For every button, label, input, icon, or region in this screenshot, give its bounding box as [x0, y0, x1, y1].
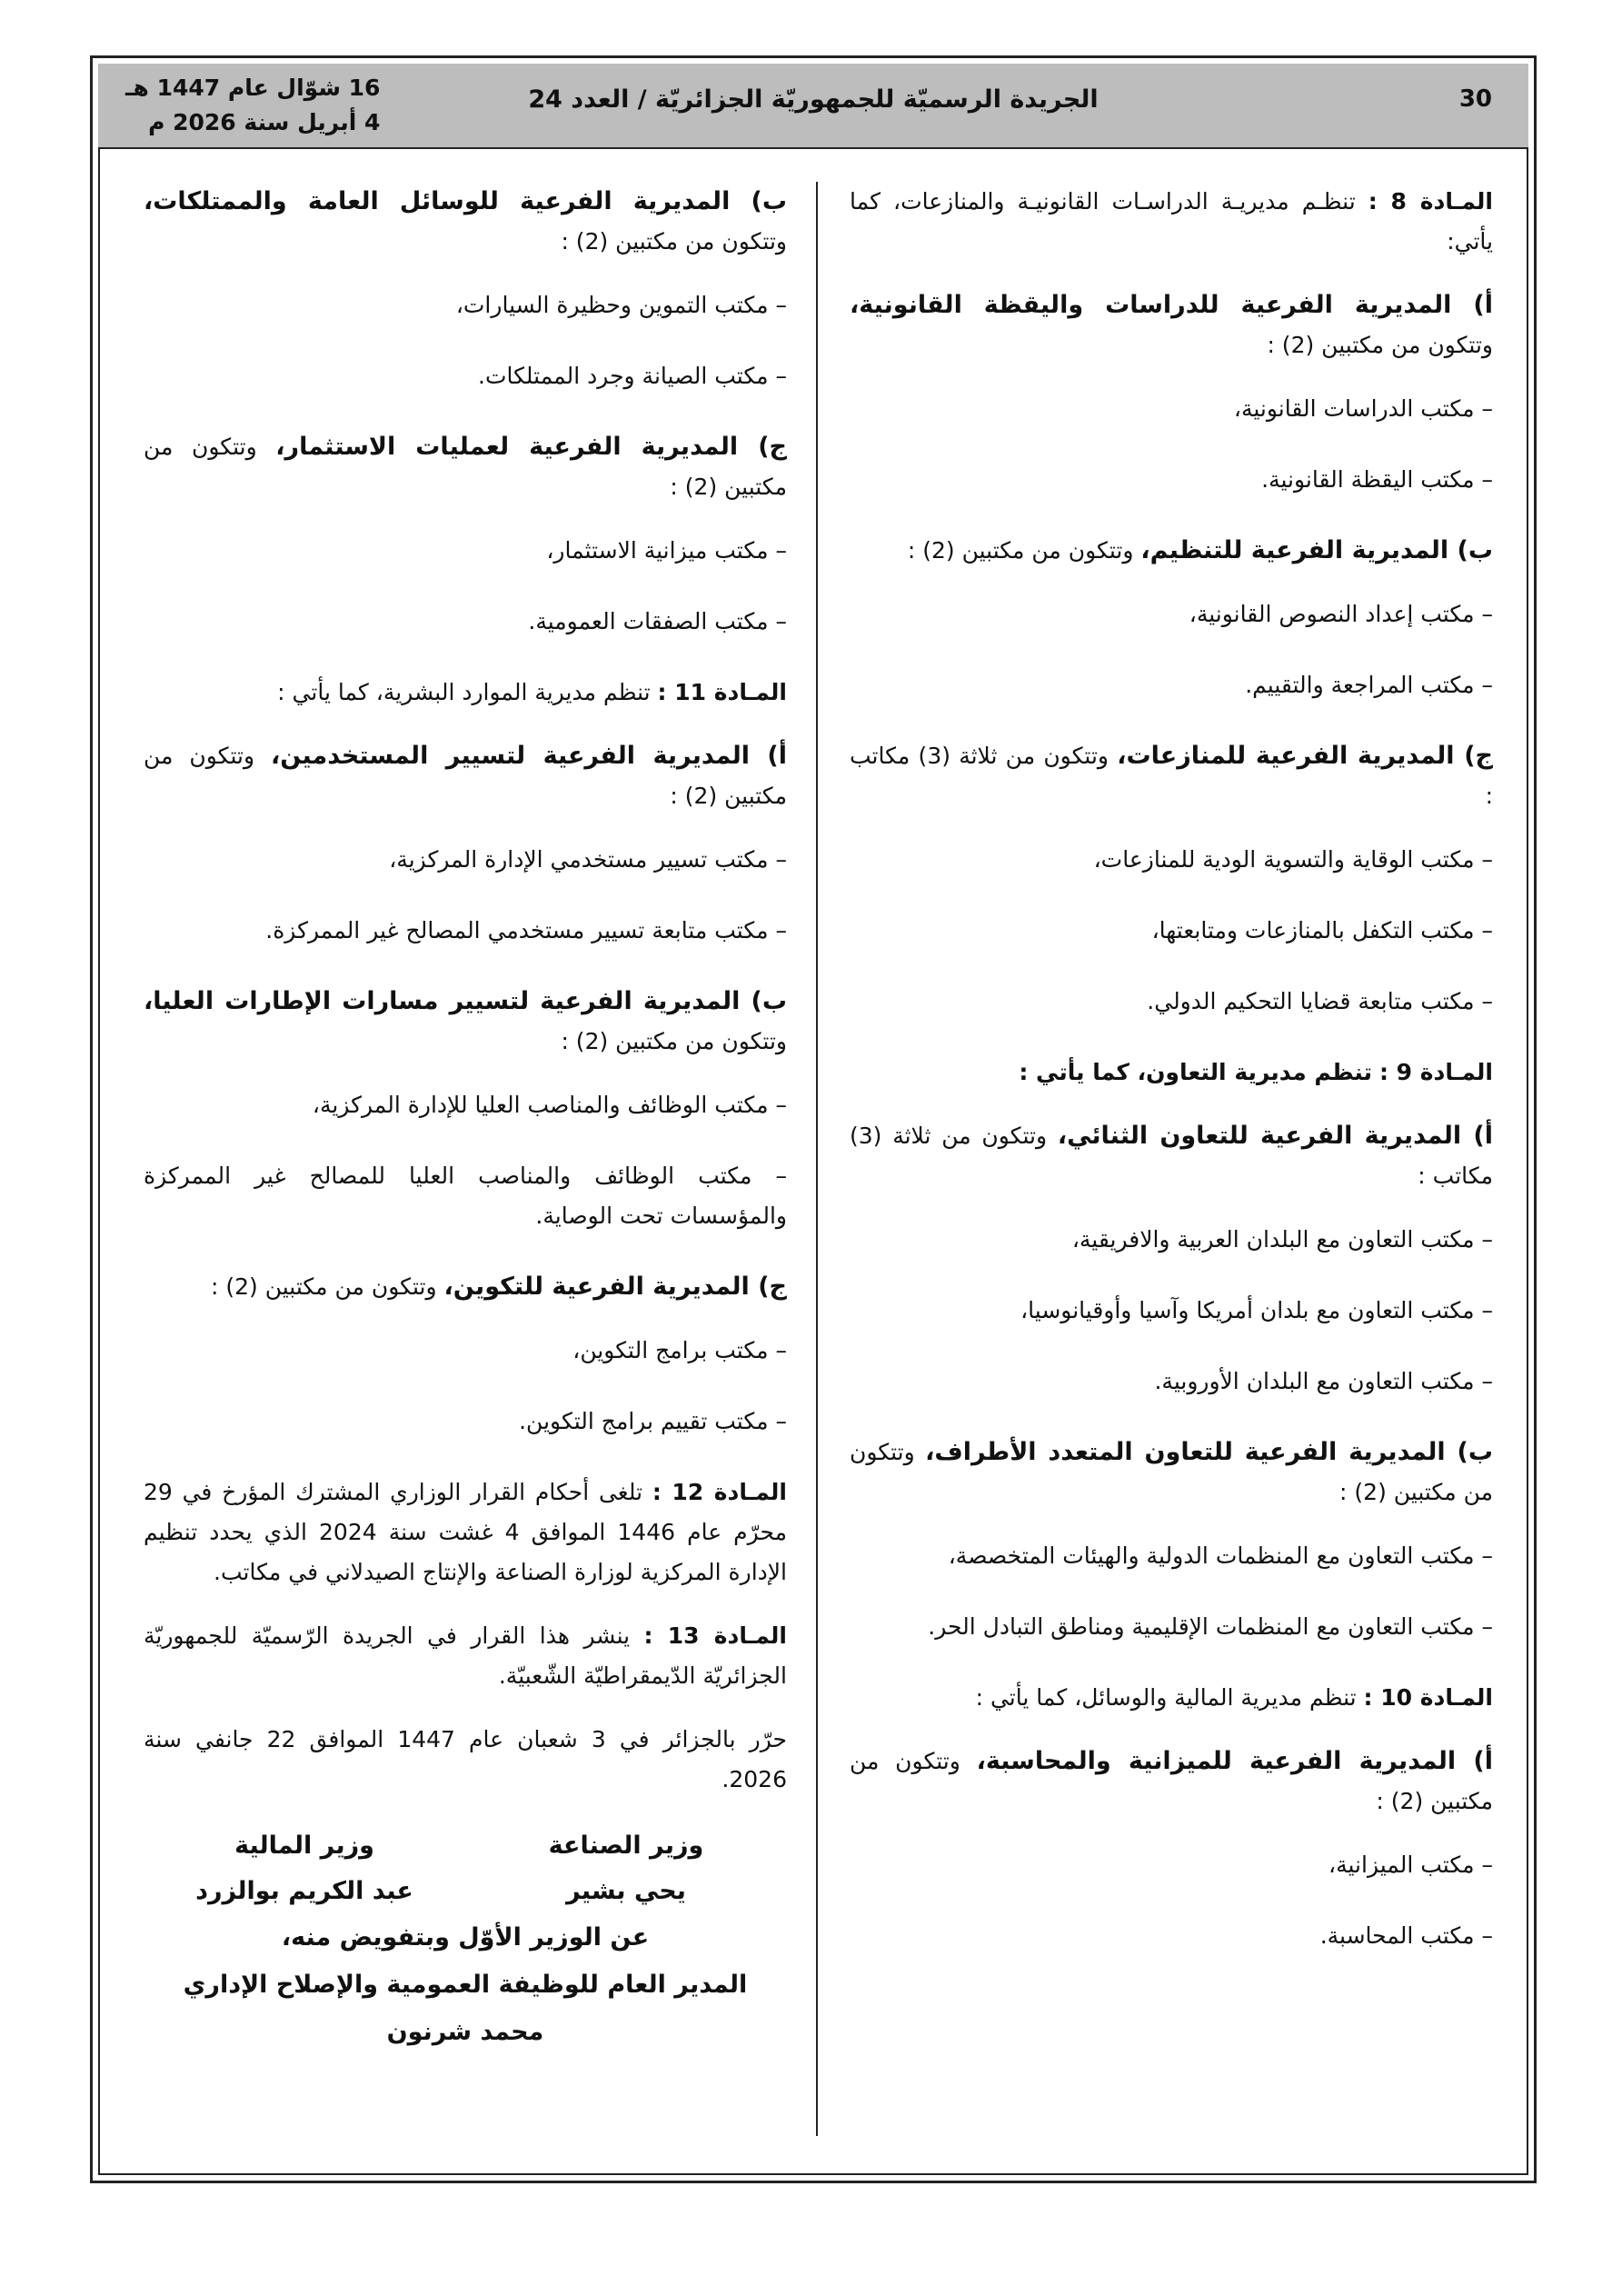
article-9: المـادة 9 : تنظم مديرية التعاون، كما يأتي : [1019, 1059, 1493, 1085]
subdirectorate-investment: ج) المديرية الفرعية لعمليات الاستثمار، وتتكون من مكتبين (2) : [144, 433, 788, 500]
date-gregorian: 4 أبريل سنة 2026 م [148, 109, 381, 135]
delegation-name: محمد شرنون [386, 2018, 544, 2046]
list-item: – مكتب تسيير مستخدمي الإدارة المركزية، [389, 846, 787, 873]
list-item: – مكتب برامج التكوين، [572, 1337, 787, 1363]
list-item: – مكتب التعاون مع بلدان أمريكا وآسيا وأوقيانوسيا، [1020, 1297, 1493, 1323]
subdirectorate-disputes: ج) المديرية الفرعية للمنازعات، وتتكون من ثلاثة (3) مكاتب : [850, 742, 1493, 809]
delegation-title: المدير العام للوظيفة العمومية والإصلاح الإداري [183, 1971, 748, 1999]
list-item: – مكتب اليقظة القانونية. [1261, 466, 1493, 493]
article-12: المـادة 12 : تلغى أحكام القرار الوزاري المشترك المؤرخ في 29 محرّم عام 1446 الموافق 4 غشت سنة 2024 الذي يحدد تنظيم الإدارة المركزية لوزارة الصناعة والإنتاج الصيدلاني في مكاتب. [144, 1479, 787, 1585]
article-8: المـادة 8 : تنظـم مديريـة الدراسـات القانونيـة والمنازعات، كما يأتي: [850, 188, 1493, 255]
article-13: المـادة 13 : ينشر هذا القرار في الجريدة الرّسميّة للجمهوريّة الجزائريّة الدّيمقراطيّة الشّعبيّة. [144, 1622, 787, 1689]
list-item: – مكتب التعاون مع المنظمات الدولية والهيئات المتخصصة، [948, 1542, 1493, 1569]
list-item: – مكتب الوقاية والتسوية الودية للمنازعات، [1093, 846, 1493, 873]
list-item: – مكتب الصفقات العمومية. [528, 608, 787, 634]
signature-finance-title: وزير المالية [234, 1832, 374, 1860]
list-item: – مكتب ميزانية الاستثمار، [546, 537, 787, 564]
subdirectorate-senior-careers: ب) المديرية الفرعية لتسيير مسارات الإطارات العليا، وتتكون من مكتبين (2) : [144, 987, 787, 1054]
subdirectorate-budget: أ) المديرية الفرعية للميزانية والمحاسبة، وتتكون من مكتبين (2) : [850, 1747, 1493, 1814]
list-item: – مكتب التعاون مع البلدان العربية والافريقية، [1071, 1226, 1493, 1253]
list-item: – مكتب التكفل بالمنازعات ومتابعتها، [1151, 917, 1493, 943]
signature-industry-title: وزير الصناعة [548, 1832, 704, 1860]
signature-finance-name: عبد الكريم بوالزرد [195, 1877, 413, 1905]
list-item: – مكتب متابعة تسيير مستخدمي المصالح غير الممركزة. [265, 917, 787, 943]
column-divider [816, 182, 818, 2136]
page-header [98, 64, 1528, 149]
list-item: – مكتب تقييم برامج التكوين. [519, 1408, 787, 1434]
article-11: المـادة 11 : تنظم مديرية الموارد البشرية، كما يأتي : [277, 679, 787, 705]
gazette-title: الجريدة الرسميّة للجمهوريّة الجزائريّة / العدد 24 [528, 85, 1099, 114]
subdirectorate-staff: أ) المديرية الفرعية لتسيير المستخدمين، وتتكون من مكتبين (2) : [144, 742, 787, 809]
list-item: – مكتب الوظائف والمناصب العليا للمصالح غير الممركزة والمؤسسات تحت الوصاية. [144, 1163, 787, 1229]
list-item: – مكتب الوظائف والمناصب العليا للإدارة المركزية، [312, 1092, 787, 1118]
list-item: – مكتب متابعة قضايا التحكيم الدولي. [1147, 988, 1493, 1014]
left-column [144, 182, 787, 2056]
list-item: – مكتب المراجعة والتقييم. [1245, 672, 1493, 698]
list-item: – مكتب المحاسبة. [1319, 1922, 1493, 1949]
delegation-line: عن الوزير الأوّل وبتفويض منه، [281, 1923, 650, 1952]
subdirectorate-training: ج) المديرية الفرعية للتكوين، وتتكون من مكتبين (2) : [210, 1273, 787, 1301]
subdirectorate-multilateral: ب) المديرية الفرعية للتعاون المتعدد الأطراف، وتتكون من مكتبين (2) : [850, 1438, 1494, 1505]
right-column [850, 182, 1493, 1987]
list-item: – مكتب الصيانة وجرد الممتلكات. [478, 363, 787, 389]
list-item: – مكتب التعاون مع البلدان الأوروبية. [1154, 1368, 1493, 1394]
subdirectorate-regulation: ب) المديرية الفرعية للتنظيم، وتتكون من مكتبين (2) : [907, 536, 1493, 564]
signature-delegation [144, 1914, 787, 2056]
date-hijri: 16 شوّال عام 1447 هـ [125, 75, 381, 101]
list-item: – مكتب الدراسات القانونية، [1233, 395, 1493, 422]
page-number: 30 [1458, 85, 1492, 113]
list-item: – مكتب التموين وحظيرة السيارات، [455, 292, 787, 318]
done-at: حرّر بالجزائر في 3 شعبان عام 1447 الموافق 22 جانفي سنة 2026. [144, 1726, 787, 1792]
list-item: – مكتب الميزانية، [1328, 1852, 1493, 1878]
subdirectorate-general-means: ب) المديرية الفرعية للوسائل العامة والممتلكات، وتتكون من مكتبين (2) : [144, 187, 787, 255]
issue-date [125, 71, 380, 140]
signature-industry-name: يحي بشير [566, 1877, 686, 1905]
list-item: – مكتب إعداد النصوص القانونية، [1189, 601, 1493, 627]
subdirectorate-bilateral: أ) المديرية الفرعية للتعاون الثنائي، وتتكون من ثلاثة (3) مكاتب : [850, 1122, 1493, 1189]
list-item: – مكتب التعاون مع المنظمات الإقليمية ومناطق التبادل الحر. [928, 1613, 1493, 1640]
article-10: المـادة 10 : تنظم مديرية المالية والوسائل، كما يأتي : [975, 1684, 1493, 1711]
subdirectorate-legal-studies: أ) المديرية الفرعية للدراسات واليقظة القانونية، وتتكون من مكتبين (2) : [850, 291, 1493, 358]
signatures [144, 1823, 787, 1914]
